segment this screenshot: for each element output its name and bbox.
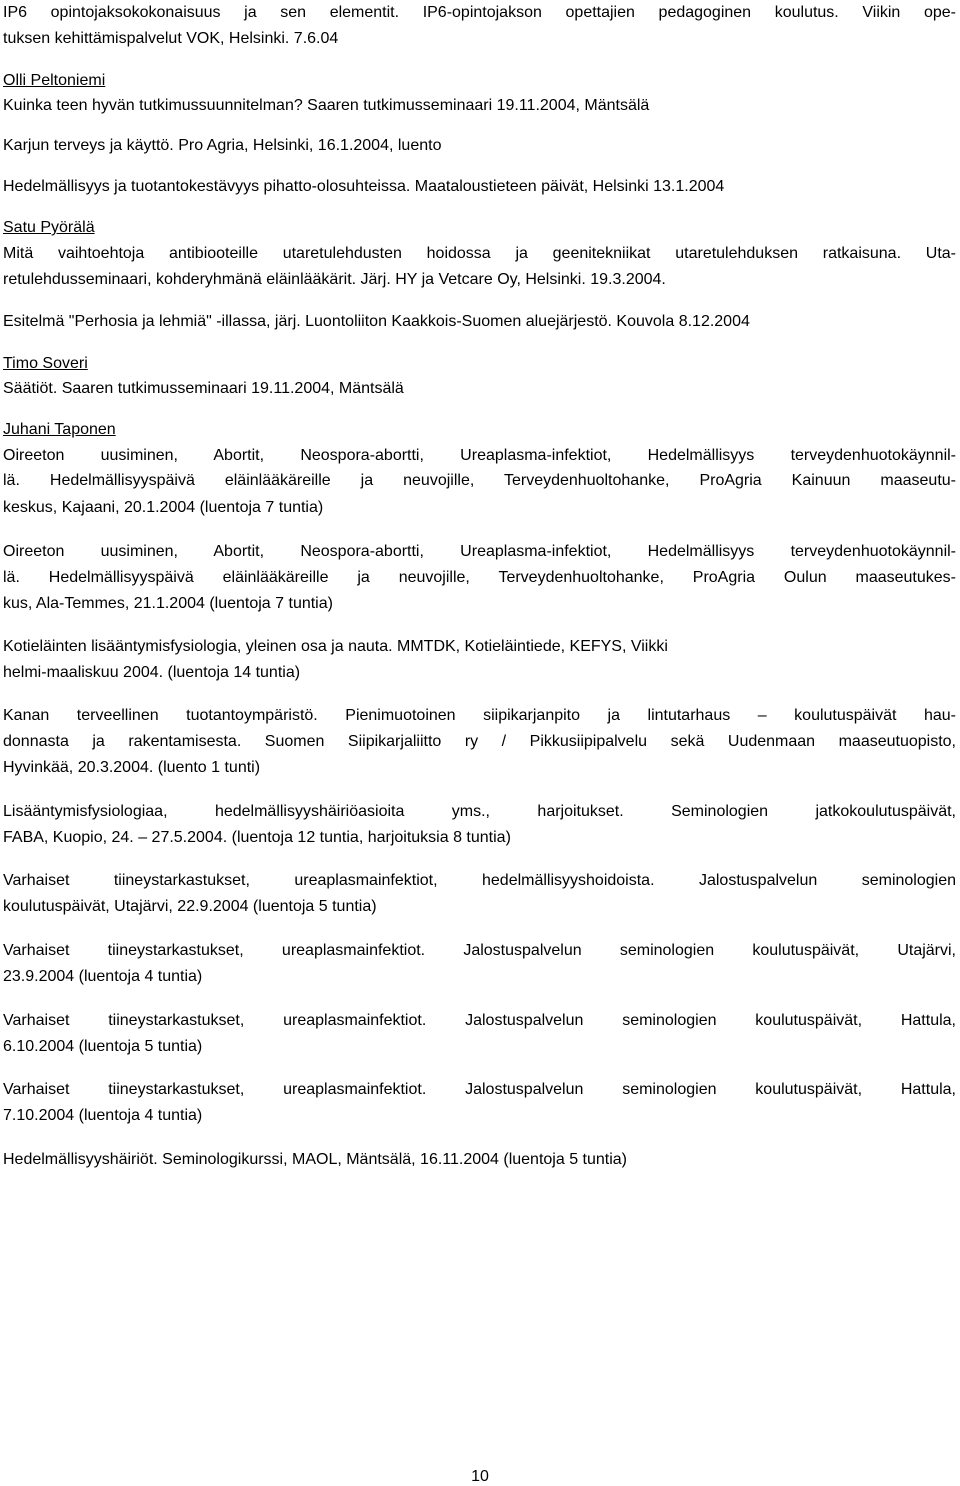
person-name-timo-soveri: Timo Soveri [3,355,88,372]
text-line: Säätiöt. Saaren tutkimusseminaari 19.11.2004, Mäntsälä [3,380,404,397]
text-line: Oireeton uusiminen, Abortit, Neospora-abortti, Ureaplasma-infektiot, Hedelmällisyys terveydenhuotokäynnil- [3,447,956,464]
text-line: Kanan terveellinen tuotantoympäristö. Pienimuotoinen siipikarjanpito ja lintutarhaus – koulutuspäivät hau- [3,707,956,724]
text-line: lä. Hedelmällisyyspäivä eläinlääkäreille ja neuvojille, Terveydenhuoltohanke, ProAgria Oulun maaseutukes- [3,569,956,586]
text-line: FABA, Kuopio, 24. – 27.5.2004. (luentoja 12 tuntia, harjoituksia 8 tuntia) [3,829,511,846]
text-line: Hedelmällisyys ja tuotantokestävyys pihatto-olosuhteissa. Maataloustieteen päivät, Helsinki 13.1.2004 [3,178,725,195]
text-line: keskus, Kajaani, 20.1.2004 (luentoja 7 tuntia) [3,499,324,516]
text-line: Kuinka teen hyvän tutkimussuunnitelman? Saaren tutkimusseminaari 19.11.2004, Mäntsälä [3,97,650,114]
text-line: 23.9.2004 (luentoja 4 tuntia) [3,968,203,985]
person-name-olli-peltoniemi: Olli Peltoniemi [3,72,106,89]
text-line: Lisääntymisfysiologiaa, hedelmällisyyshäiriöasioita yms., harjoitukset. Seminologien jatkokoulutuspäivät, [3,803,956,820]
text-line: koulutuspäivät, Utajärvi, 22.9.2004 (luentoja 5 tuntia) [3,898,377,915]
page-number: 10 [471,1468,489,1485]
text-line: donnasta ja rakentamisesta. Suomen Siipikarjaliitto ry / Pikkusiipipalvelu sekä Uudenmaan maaseutuopisto, [3,733,956,750]
text-line: Varhaiset tiineystarkastukset, ureaplasmainfektiot. Jalostuspalvelun seminologien koulutuspäivät, Hattula, [3,1081,956,1098]
text-line: Hedelmällisyyshäiriöt. Seminologikurssi, MAOL, Mäntsälä, 16.11.2004 (luentoja 5 tuntia) [3,1151,628,1168]
text-line: helmi-maaliskuu 2004. (luentoja 14 tuntia) [3,664,301,681]
text-line: Hyvinkää, 20.3.2004. (luento 1 tunti) [3,759,261,776]
text-line: Mitä vaihtoehtoja antibiooteille utaretulehdusten hoidossa ja geenitekniikat utaretulehduksen ratkaisuna. Uta- [3,245,956,262]
text-line: tuksen kehittämispalvelut VOK, Helsinki. 7.6.04 [3,30,339,47]
person-name-juhani-taponen: Juhani Taponen [3,421,116,438]
text-line: lä. Hedelmällisyyspäivä eläinlääkäreille ja neuvojille, Terveydenhuoltohanke, ProAgria Kainuun maaseutu- [3,472,956,489]
text-line: IP6 opintojaksokokonaisuus ja sen elementit. IP6-opintojakson opettajien pedagoginen koulutus. Viikin ope- [3,4,956,21]
text-line: 7.10.2004 (luentoja 4 tuntia) [3,1107,203,1124]
text-line: Varhaiset tiineystarkastukset, ureaplasmainfektiot, hedelmällisyyshoidoista. Jalostuspalvelun seminologien [3,872,956,889]
text-line: Oireeton uusiminen, Abortit, Neospora-abortti, Ureaplasma-infektiot, Hedelmällisyys terveydenhuotokäynnil- [3,543,956,560]
text-line: Karjun terveys ja käyttö. Pro Agria, Helsinki, 16.1.2004, luento [3,137,442,154]
text-line: Esitelmä "Perhosia ja lehmiä" -illassa, järj. Luontoliiton Kaakkois-Suomen aluejärjestö. Kouvola 8.12.2004 [3,313,750,330]
text-line: Kotieläinten lisääntymisfysiologia, yleinen osa ja nauta. MMTDK, Kotieläintiede, KEFYS, Viikki [3,638,668,655]
text-line: kus, Ala-Temmes, 21.1.2004 (luentoja 7 tuntia) [3,595,333,612]
text-line: Varhaiset tiineystarkastukset, ureaplasmainfektiot. Jalostuspalvelun seminologien koulutuspäivät, Hattula, [3,1012,956,1029]
text-line: retulehdusseminaari, kohderyhmänä eläinlääkärit. Järj. HY ja Vetcare Oy, Helsinki. 19.3.2004. [3,271,666,288]
text-line: Varhaiset tiineystarkastukset, ureaplasmainfektiot. Jalostuspalvelun seminologien koulutuspäivät, Utajärvi, [3,942,956,959]
text-line: 6.10.2004 (luentoja 5 tuntia) [3,1038,203,1055]
person-name-satu-pyorala: Satu Pyörälä [3,219,95,236]
